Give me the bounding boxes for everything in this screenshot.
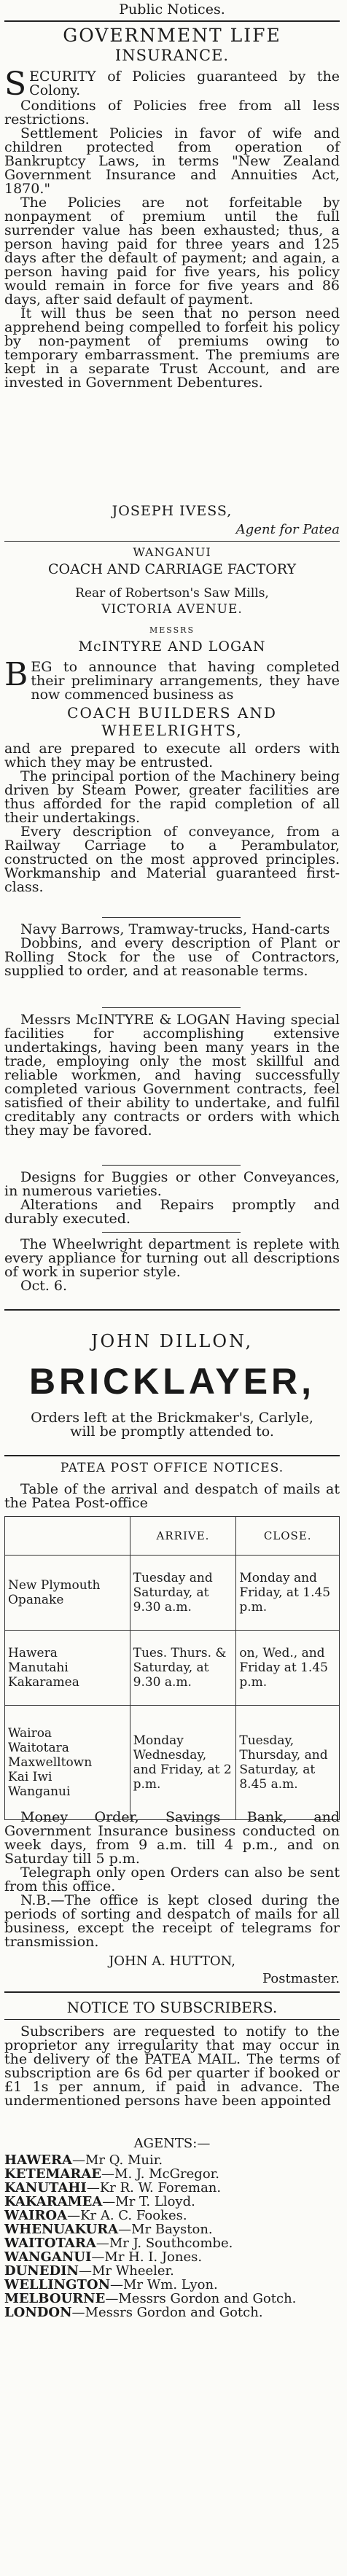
place-name: Kai Iwi xyxy=(8,1770,52,1784)
place-name: Wairoa xyxy=(8,1726,52,1741)
agent-dash: — xyxy=(110,2277,124,2292)
dillon-name: JOHN DILLON, xyxy=(90,1331,254,1351)
insurance-text: ECURITY of Policies guaranteed by the Colony. xyxy=(29,69,340,98)
agent-entry xyxy=(4,2167,340,2181)
table-cell-places xyxy=(5,1631,130,1706)
agent-place: HAWERA xyxy=(4,2152,72,2168)
factory-para-10: The Wheelwright department is replete with every appliance for turning out all descriptions of work in superior style. xyxy=(4,1236,340,1280)
subscribers-body xyxy=(4,2025,340,2108)
agent-entry xyxy=(4,2209,340,2222)
post-para-3: N.B.—The office is kept closed during the periods of sorting and despatch of mails for all business, except the receipt of telegrams for transmission. xyxy=(4,1892,340,1950)
short-divider xyxy=(102,1165,241,1166)
agent-name: M. J. McGregor. xyxy=(114,2166,220,2182)
factory-para-2: and are prepared to execute all orders with which they may be entrusted. xyxy=(4,741,340,770)
insurance-body xyxy=(4,66,340,391)
agent-dash: — xyxy=(105,2291,119,2306)
agent-place: MELBOURNE xyxy=(4,2291,106,2306)
agent-name: Kr R. W. Foreman. xyxy=(99,2180,222,2196)
agent-name: Mr T. Lloyd. xyxy=(115,2194,195,2209)
factory-para-7: Messrs McINTYRE & LOGAN Having special facilities for accomplishing extensive undertakings, having been many years in the trade, employing only the most skillful and reliable workmen, and having successfully completed various Government contracts, feel satisfied of their ability to undertake, and fulfil creditably any contracts or orders with which they may be favored. xyxy=(4,1012,340,1139)
post-signer: JOHN A. HUTTON, xyxy=(109,1954,235,1969)
table-header-row xyxy=(5,1517,340,1556)
agent-place: KAKARAMEA xyxy=(4,2194,103,2209)
insurance-para-3: Settlement Policies in favor of wife and children protected from operation of Bankruptcy Laws, in terms "New Zealand Government Insurance and Annuities Act, 1870." xyxy=(4,125,340,197)
dropcap: S xyxy=(4,66,27,103)
agent-dash: — xyxy=(71,2305,85,2320)
divider xyxy=(4,1455,340,1456)
agents-list xyxy=(4,2153,340,2319)
agent-place: WAIROA xyxy=(4,2208,68,2223)
factory-trade: COACH BUILDERS AND xyxy=(67,704,277,722)
table-cell-arrive: Tues. Thurs. & Saturday, at 9.30 a.m. xyxy=(130,1631,236,1706)
post-intro-text: Table of the arrival and despatch of mails at the Patea Post-office xyxy=(4,1481,340,1511)
factory-para-3: The principal portion of the Machinery being driven by Steam Power, greater facilities are thus afforded for the rapid completion of all their undertakings. xyxy=(4,768,340,826)
table-cell-arrive: Tuesday and Saturday, at 9.30 a.m. xyxy=(130,1556,236,1631)
agent-name: Mr Q. Muir. xyxy=(85,2152,163,2168)
agent-dash: — xyxy=(71,2152,85,2168)
agent-entry xyxy=(4,2222,340,2236)
agent-entry xyxy=(4,2278,340,2292)
factory-text: EG to announce that having completed their preliminary arrangements, they have now commenced business as xyxy=(31,659,340,703)
table-row xyxy=(5,1556,340,1631)
place-name: Kakaramea xyxy=(8,1675,79,1690)
factory-para-6: Dobbins, and every description of Plant or Rolling Stock for the use of Contractors, supplied to order, and at reasonable terms. xyxy=(4,935,340,979)
table-cell-places xyxy=(5,1556,130,1631)
agent-name: Mr H. I. Jones. xyxy=(104,2249,203,2265)
post-para-1: Money Order, Savings Bank, and Government Insurance business conducted on week days, from 9 a.m. till 4 p.m., and on Saturday till 5 p.m. xyxy=(4,1809,340,1867)
agent-name: Mr Wm. Lyon. xyxy=(123,2277,218,2292)
post-para-2: Telegraph only open Orders can also be sent from this office. xyxy=(4,1865,340,1894)
table-header-blank xyxy=(5,1517,130,1556)
agent-entry xyxy=(4,2292,340,2306)
factory-body-5 xyxy=(4,1171,340,1226)
place-name: Hawera xyxy=(8,1646,58,1660)
factory-messrs: MESSRS xyxy=(149,625,195,635)
agent-dash: — xyxy=(67,2208,81,2223)
agent-dash: — xyxy=(91,2249,105,2265)
insurance-signer: JOSEPH IVESS, xyxy=(112,503,233,519)
factory-para-4: Every description of conveyance, from a Railway Carriage to a Perambulator, constructed on the most approved principles. Workmanship and Material guaranteed first-class. xyxy=(4,824,340,895)
table-header-arrive: ARRIVE. xyxy=(130,1517,236,1556)
agent-dash: — xyxy=(102,2194,116,2209)
insurance-para-5: It will thus be seen that no person need apprehend being compelled to forfeit his policy by non-payment of premiums owing to temporary embarrassment. The premiums are kept in a separate Trust Account, and are invested in Government Debentures. xyxy=(4,305,340,391)
agent-name: Mr J. Southcombe. xyxy=(109,2236,233,2251)
agent-name: Kr A. C. Fookes. xyxy=(80,2208,187,2223)
table-row xyxy=(5,1706,340,1820)
agent-entry xyxy=(4,2250,340,2264)
insurance-para-1 xyxy=(4,66,340,103)
agent-dash: — xyxy=(118,2222,132,2237)
insurance-subtitle: INSURANCE. xyxy=(114,47,230,64)
agent-name: Mr Bayston. xyxy=(131,2222,213,2237)
short-divider xyxy=(102,1007,241,1008)
factory-firm: McINTYRE AND LOGAN xyxy=(78,639,266,655)
factory-body xyxy=(4,656,340,703)
agent-entry xyxy=(4,2195,340,2209)
subscribers-para: Subscribers are requested to notify to the proprietor any irregularity that may occur in the delivery of the PATEA MAIL. The terms of subscription are 6s 6d per quarter if booked or £1 1s per annum, if paid in advance. The undermentioned persons have been appointed xyxy=(4,2023,340,2109)
dropcap: B xyxy=(4,656,28,693)
factory-para-5: Navy Barrows, Tramway-trucks, Hand-carts xyxy=(20,921,330,937)
factory-address-street: VICTORIA AVENUE. xyxy=(101,602,243,617)
agent-name: Messrs Gordon and Gotch. xyxy=(118,2291,297,2306)
agent-entry xyxy=(4,2181,340,2195)
insurance-para-4: The Policies are not forfeitable by nonpayment of premium until the full surrender value has been exhausted; thus, a person having paid for three years and 125 days after the default of payment; and again, a person having paid for five years, his policy would remain in force for five years and 86 days, after said default of payment. xyxy=(4,195,340,308)
factory-trade-2: WHEELRIGHTS, xyxy=(101,722,243,739)
divider xyxy=(4,541,340,542)
factory-body-2 xyxy=(4,742,340,894)
agent-dash: — xyxy=(86,2180,100,2196)
agent-place: WELLINGTON xyxy=(4,2277,111,2292)
agent-dash: — xyxy=(78,2263,92,2279)
dillon-trade: BRICKLAYER, xyxy=(28,1361,316,1402)
agent-entry xyxy=(4,2236,340,2250)
agent-place: KETEMARAE xyxy=(4,2166,102,2182)
factory-para-8: Designs for Buggies or other Conveyances, in numerous varieties. xyxy=(4,1169,340,1199)
table-cell-close: Tuesday, Thursday, and Saturday, at 8.45 a.m. xyxy=(236,1706,340,1820)
agent-place: WAITOTARA xyxy=(4,2236,96,2251)
factory-body-3 xyxy=(4,923,340,978)
insurance-title: GOVERNMENT LIFE xyxy=(63,25,281,46)
dillon-text: Orders left at the Brickmaker's, Carlyle, will be promptly attended to. xyxy=(31,1410,313,1440)
insurance-signer-role: Agent for Patea xyxy=(235,522,340,537)
factory-title: WANGANUI xyxy=(133,545,211,559)
factory-date: Oct. 6. xyxy=(20,1278,68,1294)
factory-body-6 xyxy=(4,1238,340,1293)
place-name: Manutahi xyxy=(8,1660,69,1675)
agent-place: WANGANUI xyxy=(4,2249,92,2265)
post-title: PATEA POST OFFICE NOTICES. xyxy=(60,1461,284,1475)
mail-schedule-table xyxy=(4,1516,340,1820)
place-name: Wanganui xyxy=(8,1784,71,1799)
agent-place: WHENUAKURA xyxy=(4,2222,119,2237)
table-header-close: CLOSE. xyxy=(236,1517,340,1556)
factory-address: Rear of Robertson's Saw Mills, xyxy=(75,586,269,601)
agent-name: Messrs Gordon and Gotch. xyxy=(85,2305,263,2320)
post-signer-role: Postmaster. xyxy=(262,1971,340,1986)
insurance-para-2: Conditions of Policies free from all less restrictions. xyxy=(4,98,340,128)
subscribers-title: NOTICE TO SUBSCRIBERS. xyxy=(66,1999,278,2016)
agent-entry xyxy=(4,2264,340,2278)
table-row xyxy=(5,1631,340,1706)
agent-entry xyxy=(4,2306,340,2319)
place-name: Maxwelltown xyxy=(8,1755,93,1770)
place-name: Opanake xyxy=(8,1593,64,1607)
short-divider xyxy=(102,1232,241,1233)
divider xyxy=(4,2019,340,2020)
divider xyxy=(4,1991,340,1993)
factory-subtitle: COACH AND CARRIAGE FACTORY xyxy=(47,561,297,577)
agent-entry xyxy=(4,2153,340,2167)
agent-dash: — xyxy=(101,2166,115,2182)
table-body xyxy=(5,1556,340,1820)
post-intro xyxy=(4,1483,340,1510)
agents-label: AGENTS:— xyxy=(133,2136,211,2151)
post-body xyxy=(4,1811,340,1949)
agent-place: LONDON xyxy=(4,2305,72,2320)
factory-body-4 xyxy=(4,1013,340,1138)
divider xyxy=(4,1309,340,1311)
table-cell-places xyxy=(5,1706,130,1820)
factory-para-1 xyxy=(4,656,340,703)
agent-dash: — xyxy=(95,2236,109,2251)
place-name: Waitotara xyxy=(8,1741,69,1755)
table-cell-arrive: Monday Wednesday, and Friday, at 2 p.m. xyxy=(130,1706,236,1820)
agent-place: DUNEDIN xyxy=(4,2263,79,2279)
agent-name: Mr Wheeler. xyxy=(91,2263,174,2279)
divider xyxy=(4,20,340,22)
factory-para-9: Alterations and Repairs promptly and durably executed. xyxy=(4,1197,340,1227)
agent-place: KANUTAHI xyxy=(4,2180,87,2196)
short-divider xyxy=(102,917,241,918)
section-heading: Public Notices. xyxy=(119,1,225,17)
table-cell-close: Monday and Friday, at 1.45 p.m. xyxy=(236,1556,340,1631)
place-name: New Plymouth xyxy=(8,1578,101,1593)
table-cell-close: on, Wed., and Friday at 1.45 p.m. xyxy=(236,1631,340,1706)
